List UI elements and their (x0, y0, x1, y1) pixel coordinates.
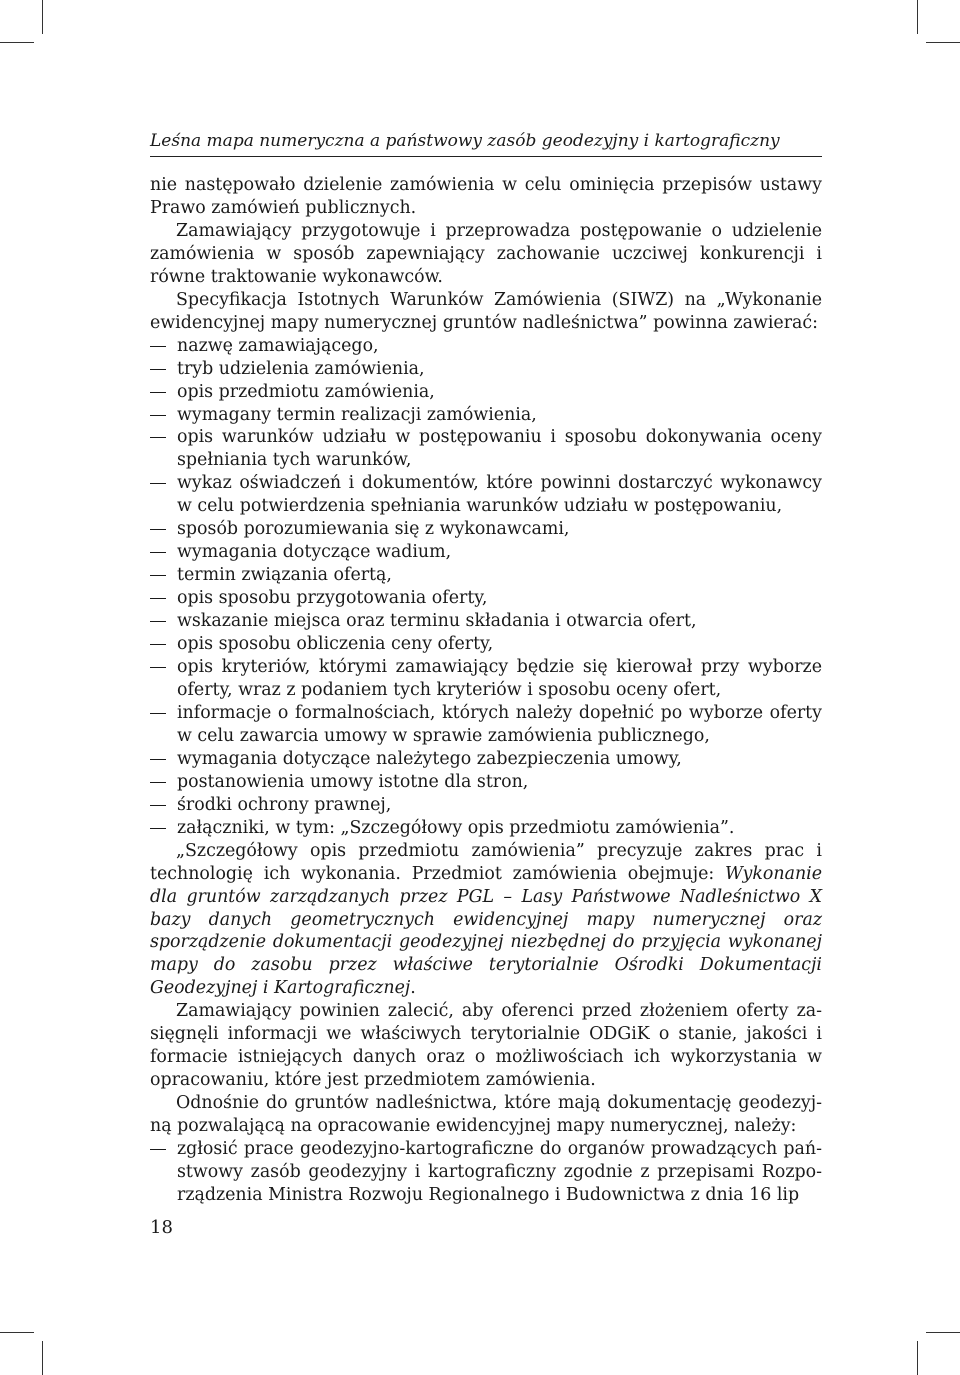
siwz-requirements-list (150, 335, 822, 840)
list-item: opis sposobu obliczenia ceny oferty, (150, 633, 822, 656)
list-item: sposób porozumiewania się z wykonawcami, (150, 518, 822, 541)
page-number: 18 (150, 1217, 173, 1238)
paragraph-text: . (410, 978, 416, 999)
list-item: wymagania dotyczące wadium, (150, 541, 822, 564)
list-item: wymagania dotyczące należytego zabezpieczenia umowy, (150, 748, 822, 771)
list-item: postanowienia umowy istotne dla stron, (150, 771, 822, 794)
list-item: wymagany termin realizacji zamówienia, (150, 404, 822, 427)
paragraph-text: „Szczegółowy opis przedmiotu zamówienia” precyzuje zakres prac i technologię ich wykonania. Przedmiot zamówienia obejmuje: (150, 840, 822, 884)
list-item: wykaz oświadczeń i dokumentów, które powinni dostarczyć wykonawcy w celu potwierdzenia spełniania warunków udziału w postępowaniu, (150, 472, 822, 518)
crop-mark (917, 1341, 918, 1375)
list-item: zgłosić prace geodezyjno-kartograficzne do organów prowadzących państwowy zasób geodezyjny i kartograficzny zgodnie z przepisami Rozporządzenia Ministra Rozwoju Regionalnego i Budownictwa z dnia 16 lip (150, 1138, 822, 1207)
running-head: Leśna mapa numeryczna a państwowy zasób geodezyjny i kartograficzny (150, 131, 780, 151)
paragraph: Zamawiający przygotowuje i przeprowadza postępowanie o udzielenie zamówienia w sposób zapewniający zachowanie uczciwej konkurencji i równe traktowanie wykonawców. (150, 220, 822, 287)
paragraph: Zamawiający powinien zalecić, aby oferenci przed złożeniem oferty zasięgnęli informacji we właściwych terytorialnie ODGiK o stanie, jakości i formacie istniejących danych oraz o możliwościach ich wykorzystania w opracowaniu, które jest przedmiotem zamówienia. (150, 1001, 822, 1091)
list-item: opis sposobu przygotowania oferty, (150, 587, 822, 610)
list-item: wskazanie miejsca oraz terminu składania i otwarcia ofert, (150, 610, 822, 633)
paragraph: nie następowało dzielenie zamówienia w celu ominięcia przepisów ustawy Prawo zamówień publicznych. (150, 175, 822, 218)
crop-mark (42, 1341, 43, 1375)
list-item: załączniki, w tym: „Szczegółowy opis przedmiotu zamówienia”. (150, 817, 822, 840)
crop-mark (42, 0, 43, 34)
crop-mark (926, 42, 960, 43)
actions-list (150, 1138, 822, 1207)
body-text (150, 174, 822, 1207)
crop-mark (917, 0, 918, 34)
list-item: termin związania ofertą, (150, 564, 822, 587)
list-item: środki ochrony prawnej, (150, 794, 822, 817)
header-rule (150, 156, 822, 157)
paragraph: Specyfikacja Istotnych Warunków Zamówienia (SIWZ) na „Wykonanie ewidencyjnej mapy numerycznej gruntów nadleśnictwa” powinna zawierać: (150, 289, 822, 333)
paragraph: Odnośnie do gruntów nadleśnictwa, które mają dokumentację geodezyjną pozwalającą na opracowanie ewidencyjnej mapy numerycznej, należy: (150, 1093, 822, 1137)
crop-mark (0, 1332, 34, 1333)
list-item: tryb udzielenia zamówienia, (150, 358, 822, 381)
list-item: informacje o formalnościach, których należy dopełnić po wyborze oferty w celu zawarcia umowy w sprawie zamówienia publicznego, (150, 702, 822, 748)
list-item: opis warunków udziału w postępowaniu i sposobu dokonywania oceny spełniania tych warunków, (150, 426, 822, 472)
list-item: opis kryteriów, którymi zamawiający będzie się kierował przy wyborze oferty, wraz z podaniem tych kryteriów i sposobu oceny ofert, (150, 656, 822, 702)
italic-quote: Wykonanie dla gruntów zarządzanych przez PGL – Lasy Państwowe Nadleśnictwo X bazy danych geometrycznych ewidencyjnej mapy numerycznej oraz sporządzenie dokumentacji geodezyjnej niezbędnej do przyjęcia wykonanej mapy do zasobu przez właściwe terytorialnie Ośrodki Dokumentacji Geodezyjnej i Kartograficznej (150, 863, 822, 999)
list-item: opis przedmiotu zamówienia, (150, 381, 822, 404)
crop-mark (926, 1332, 960, 1333)
list-item: nazwę zamawiającego, (150, 335, 822, 358)
crop-mark (0, 42, 34, 43)
paragraph (150, 840, 822, 1001)
